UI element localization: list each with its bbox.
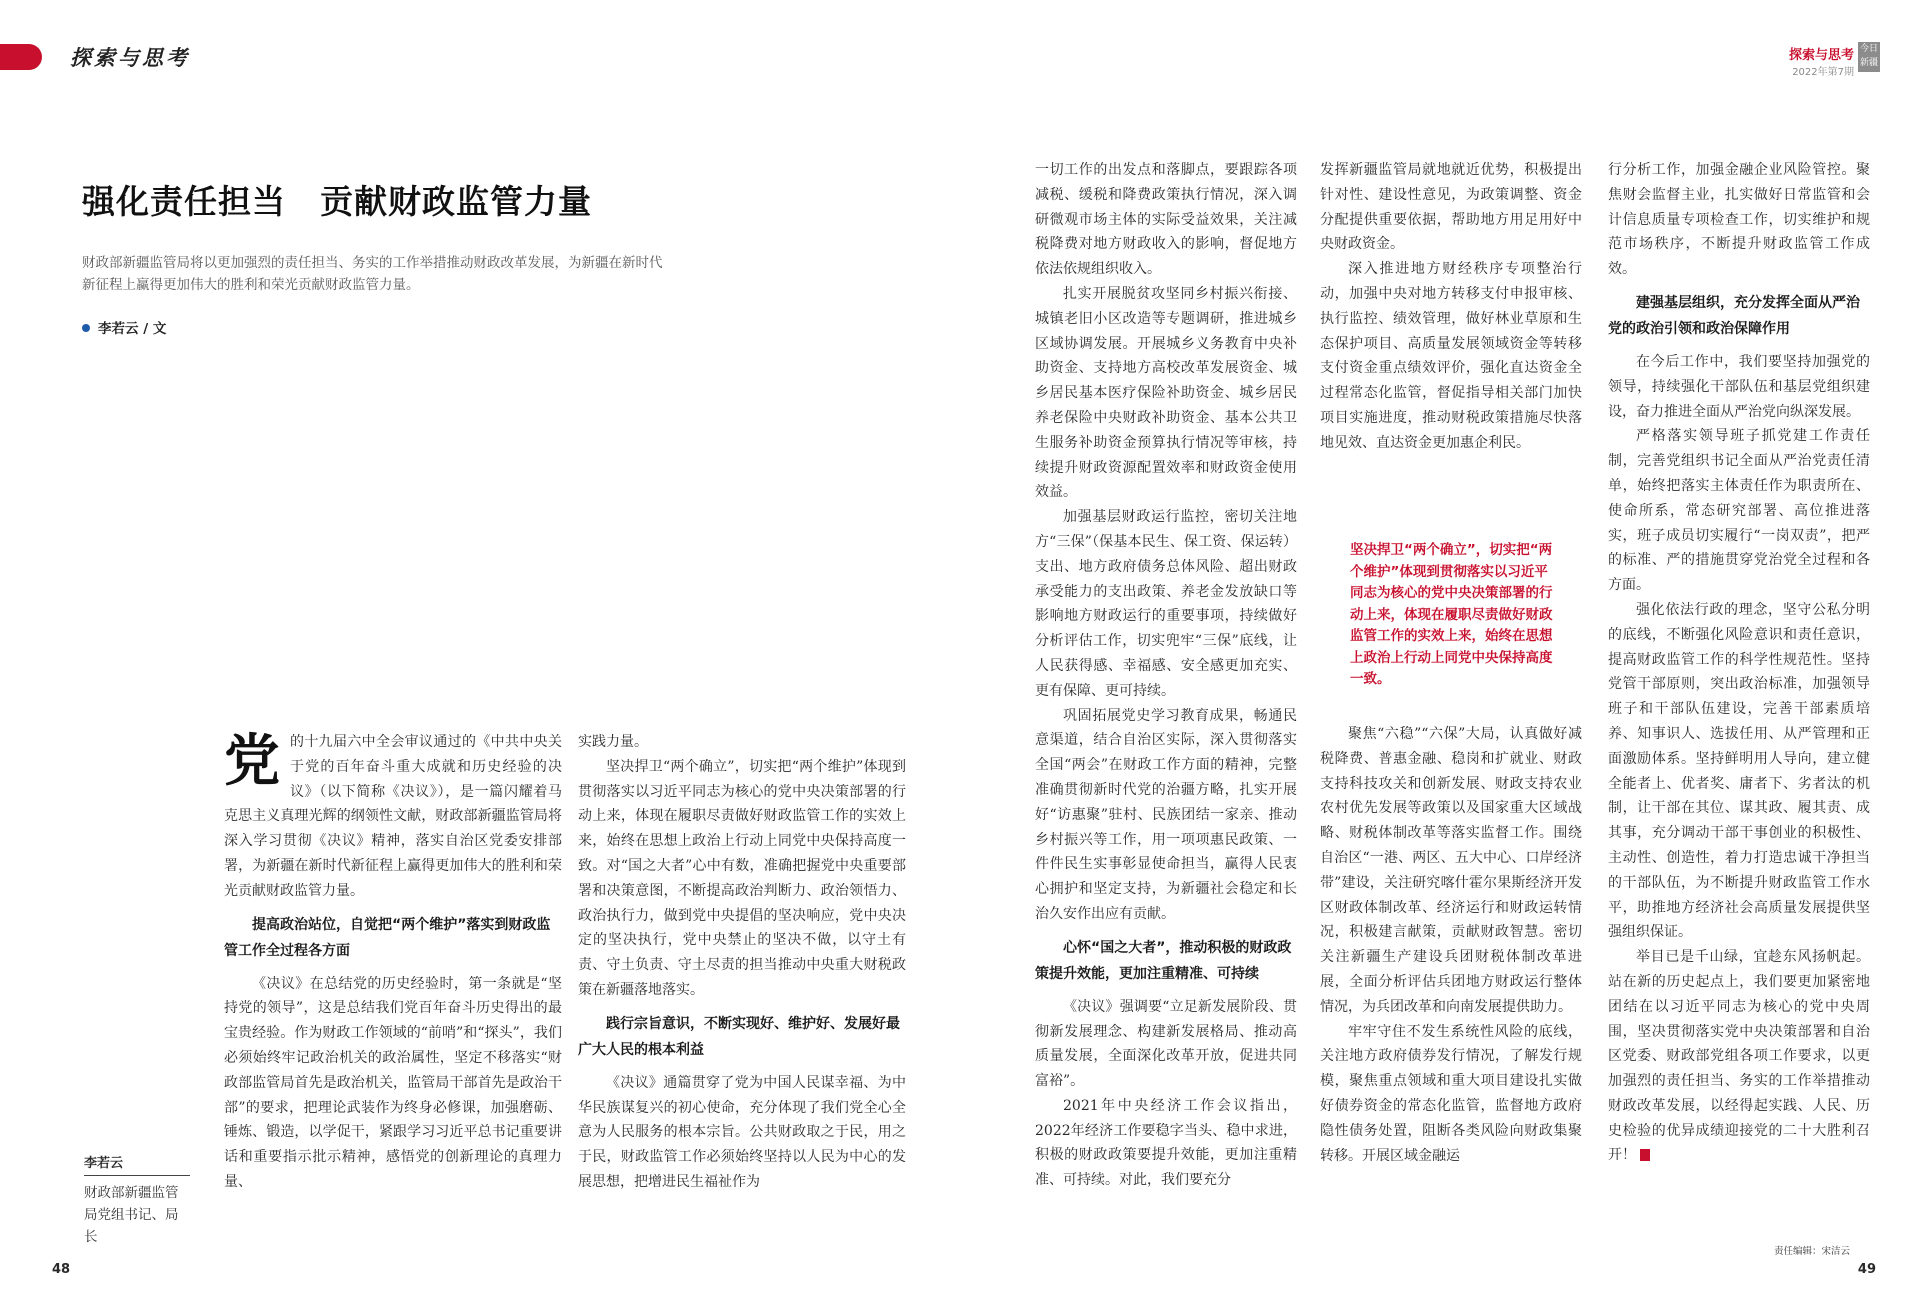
paragraph: 聚焦“六稳”“六保”大局，认真做好减税降费、普惠金融、稳岗和扩就业、财政支持科技攻关和创新发展、财政支持农业农村优先发展等政策以及国家重大区域战略、财税体制改革等落实监督工作。围绕自治区“一港、两区、五大中心、口岸经济带”建设，关注研究喀什霍尔果斯经济开发区财政体制改革、经济运行和财政运转情况，积极建言献策，贡献财政智慧。密切关注新疆生产建设兵团财税体制改革进展，全面分析评估兵团地方财政运行整体情况，为兵团改革和向南发展提供助力。	[1320, 726, 1582, 1015]
text-column-5	[1608, 158, 1870, 1168]
paragraph: 实践力量。	[578, 734, 648, 750]
end-mark-icon	[1640, 1149, 1650, 1161]
paragraph: 发挥新疆监管局就地就近优势，积极提出针对性、建设性意见，为政策调整、资金分配提供重要依据，帮助地方用足用好中央财政资金。	[1320, 162, 1582, 253]
subheading: 心怀“国之大者”，推动积极的财政政策提升效能，更加注重精准、可持续	[1035, 939, 1292, 982]
paragraph: 深入推进地方财经秩序专项整治行动，加强中央对地方转移支付申报审核、执行监控、绩效管理，做好林业草原和生态保护项目、高质量发展领域资金等转移支付资金重点绩效评价，强化直达资金全过程常态化监管，督促指导相关部门加快项目实施进度，推动财税政策措施尽快落地见效、直达资金更加惠企利民。	[1320, 261, 1582, 451]
section-title: 探索与思考	[70, 45, 190, 70]
paragraph: 严格落实领导班子抓党建工作责任制，完善党组织书记全面从严治党责任清单，始终把落实主体责任作为职责所在、使命所系，常态研究部署、高位推进落实，班子成员切实履行“一岗双责”，把严的标准、严的措施贯穿党治党全过程和各方面。	[1608, 428, 1870, 594]
page-number-left: 48	[52, 1262, 71, 1277]
subheading: 提高政治站位，自觉把“两个维护”落实到财政监管工作全过程各方面	[224, 916, 551, 959]
running-header-section: 探索与思考	[1788, 48, 1854, 63]
paragraph: 牢牢守住不发生系统性风险的底线，关注地方政府债券发行情况，了解发行规模，聚焦重点领域和重大项目建设扎实做好债券资金的常态化监管，监督地方政府隐性债务处置，阻断各类风险向财政集聚转移。开展区域金融运	[1320, 1023, 1582, 1164]
author-title: 财政部新疆监管局党组书记、局长	[84, 1185, 179, 1245]
paragraph: 坚决捍卫“两个确立”，切实把“两个维护”体现到贯彻落实以习近平同志为核心的党中央决策部署的行动上来，体现在履职尽责做好财政监管工作的实效上来，始终在思想上政治上行动上同党中央保持高度一致。对“国之大者”心中有数，准确把握党中央重要部署和决策意图，不断提高政治判断力、政治领悟力、政治执行力，做到党中央提倡的坚决响应，党中央决定的坚决执行，党中央禁止的坚决不做，以守土有责、守土负责、守土尽责的担当推动中央重大财税政策在新疆落地落实。	[578, 758, 906, 998]
paragraph	[1608, 945, 1870, 1168]
byline-dot-icon	[82, 324, 90, 332]
article-dek: 财政部新疆监管局将以更加强烈的责任担当、务实的工作举措推动财政改革发展，为新疆在新时代新征程上赢得更加伟大的胜利和荣光贡献财政监管力量。	[82, 255, 663, 293]
author-name: 李若云	[84, 1152, 190, 1176]
pull-quote: 坚决捍卫“两个确立”，切实把“两个维护”体现到贯彻落实以习近平同志为核心的党中央决策部署的行动上来，体现在履职尽责做好财政监管工作的实效上来，始终在思想上政治上行动上同党中央保持高度一致。	[1350, 542, 1553, 687]
paragraph: 加强基层财政运行监控，密切关注地方“三保”（保基本民生、保工资、保运转）支出、地方政府债务总体风险、超出财政承受能力的支出政策、养老金发放缺口等影响地方财政运行的重要事项，持续做好分析评估工作，切实兜牢“三保”底线，让人民获得感、幸福感、安全感更加充实、更有保障、更可持续。	[1035, 509, 1297, 699]
paragraph: 一切工作的出发点和落脚点，要跟踪各项减税、缓税和降费政策执行情况，深入调研微观市场主体的实际受益效果，关注减税降费对地方财政收入的影响，督促地方依法依规组织收入。	[1035, 162, 1297, 278]
running-header-issue: 2022年第7期	[1792, 67, 1854, 78]
byline	[82, 317, 166, 337]
paragraph: 巩固拓展党史学习教育成果，畅通民意渠道，结合自治区实际，深入贯彻落实全国“两会”在财政工作方面的精神，完整准确贯彻新时代党的治疆方略，扎实开展好“访惠聚”驻村、民族团结一家亲、推动乡村振兴等工作，用一项项惠民政策、一件件民生实事彰显使命担当，赢得人民衷心拥护和坚定支持，为新疆社会稳定和长治久安作出应有贡献。	[1035, 707, 1297, 922]
paragraph: 扎实开展脱贫攻坚同乡村振兴衔接、城镇老旧小区改造等专题调研，推进城乡区域协调发展。开展城乡义务教育中央补助资金、支持地方高校改革发展资金、城乡居民基本医疗保险补助资金、城乡居民养老保险中央财政补助资金、基本公共卫生服务补助资金预算执行情况等审核，持续提升财政资源配置效率和财政资金使用效益。	[1035, 285, 1297, 501]
article-title: 强化责任担当 贡献财政监管力量	[82, 182, 592, 221]
text-column-4-upper	[1320, 158, 1582, 456]
paragraph: 《决议》强调要“立足新发展阶段、贯彻新发展理念、构建新发展格局、推动高质量发展，全面深化改革开放，促进共同富裕”。	[1035, 998, 1297, 1090]
magazine-badge: 今日新疆	[1858, 42, 1880, 72]
page-number-right: 49	[1857, 1262, 1876, 1277]
paragraph: 强化依法行政的理念，坚守公私分明的底线，不断强化风险意识和责任意识，提高财政监管工作的科学性规范性。坚持党管干部原则，突出政治标准，加强领导班子和干部队伍建设，完善干部素质培养、知事识人、选拔任用、从严管理和正面激励体系。坚持鲜明用人导向，建立健全能者上、优者奖、庸者下、劣者汰的机制，让干部在其位、谋其政、履其责、成其事，充分调动干部干事创业的积极性、主动性、创造性，着力打造忠诚干净担当的干部队伍，为不断提升财政监管工作水平，助推地方经济社会高质量发展提供坚强组织保证。	[1608, 601, 1870, 941]
editor-credit: 责任编辑：宋洁云	[1773, 1246, 1850, 1257]
paragraph	[224, 730, 562, 904]
paragraph: 《决议》在总结党的历史经验时，第一条就是“坚持党的领导”，这是总结我们党百年奋斗历史得出的最宝贵经验。作为财政工作领域的“前哨”和“探头”，我们必须始终牢记政治机关的政治属性，坚定不移落实“财政部监管局首先是政治机关，监管局干部首先是政治干部”的要求，把理论武装作为终身必修课，加强磨砺、锤炼、锻造，以学促干，紧跟学习习近平总书记重要讲话和重要指示批示精神，感悟党的创新理论的真理力量、	[224, 975, 562, 1190]
running-header	[1789, 44, 1854, 78]
byline-text: 李若云 / 文	[98, 321, 167, 337]
paragraph: 在今后工作中，我们要坚持加强党的领导，持续强化干部队伍和基层党组织建设，奋力推进全面从严治党向纵深发展。	[1608, 353, 1870, 420]
paragraph: 2021年中央经济工作会议指出，2022年经济工作要稳字当头、稳中求进，积极的财政政策要提升效能，更加注重精准、可持续。对此，我们要充分	[1035, 1097, 1297, 1189]
text-column-2	[578, 730, 906, 1195]
drop-cap: 党	[224, 728, 280, 794]
paragraph-text: 的十九届六中全会审议通过的《中共中央关于党的百年奋斗重大成就和历史经验的决议》（以下简称《决议》），是一篇闪耀着马克思主义真理光辉的纲领性文献，财政部新疆监管局将深入学习贯彻《决议》精神，落实自治区党委安排部署，为新疆在新时代新征程上赢得更加伟大的胜利和荣光贡献财政监管力量。	[224, 734, 562, 899]
subheading: 践行宗旨意识，不断实现好、维护好、发展好最广大人民的根本利益	[578, 1015, 900, 1058]
text-column-1	[224, 730, 562, 1195]
paragraph: 行分析工作，加强金融企业风险管控。聚焦财会监督主业，扎实做好日常监管和会计信息质量专项检查工作，切实维护和规范市场秩序，不断提升财政监管工作成效。	[1608, 162, 1870, 278]
paragraph-text: 举目已是千山绿，宜趁东风扬帆起。站在新的历史起点上，我们要更加紧密地团结在以习近平同志为核心的党中央周围，坚决贯彻落实党中央决策部署和自治区党委、财政部党组各项工作要求，以更加强烈的责任担当、务实的工作举措推动财政改革发展，以经得起实践、人民、历史检验的优异成绩迎接党的二十大胜利召开！	[1608, 949, 1870, 1164]
paragraph: 《决议》通篇贯穿了党为中国人民谋幸福、为中华民族谋复兴的初心使命，充分体现了我们党全心全意为人民服务的根本宗旨。公共财政取之于民，用之于民，财政监管工作必须始终坚持以人民为中心的发展思想，把增进民生福祉作为	[578, 1074, 906, 1190]
subheading: 建强基层组织，充分发挥全面从严治党的政治引领和政治保障作用	[1608, 294, 1860, 337]
text-column-3	[1035, 158, 1297, 1193]
section-tab-marker	[0, 44, 42, 70]
text-column-4-lower	[1320, 722, 1582, 1168]
